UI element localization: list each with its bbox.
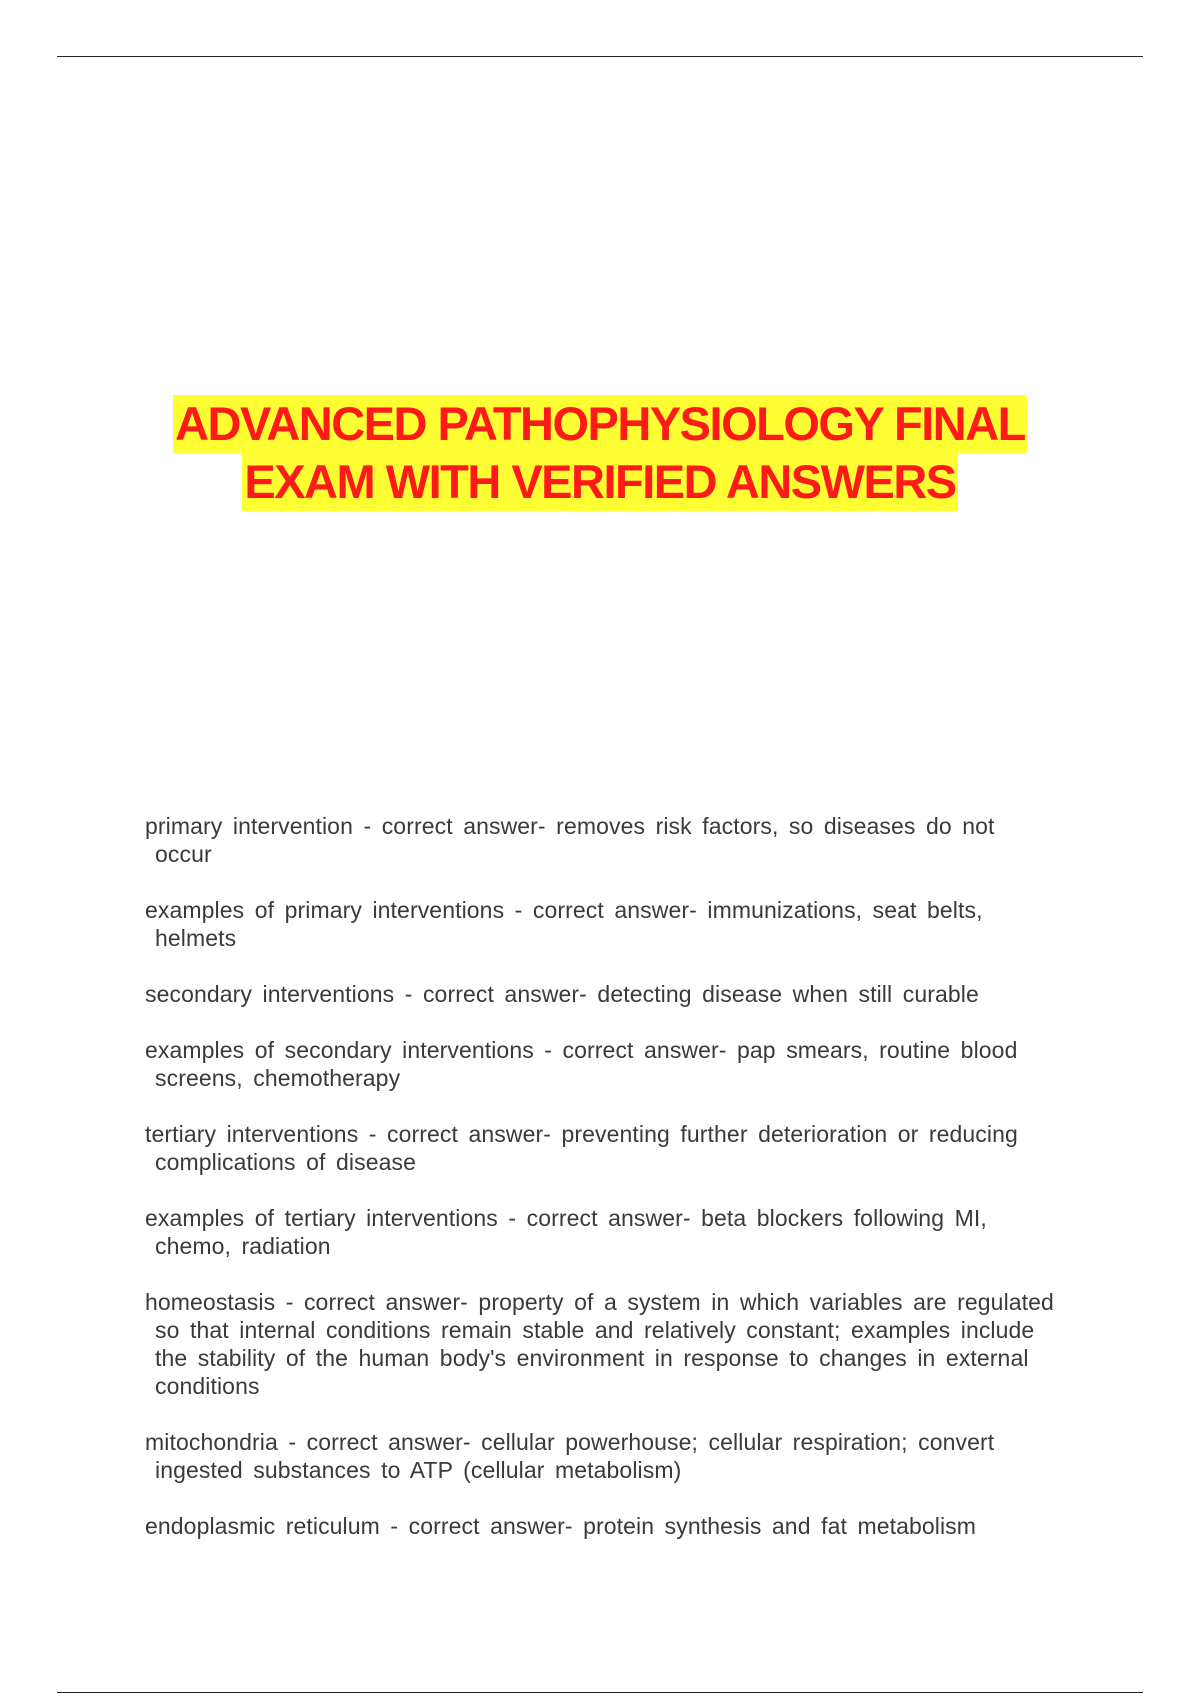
qa-entry: mitochondria - correct answer- cellular powerhouse; cellular respiration; convert ingested substances to ATP (cellular metabolism) [145, 1429, 995, 1483]
qa-entry: primary intervention - correct answer- removes risk factors, so diseases do not occur [145, 813, 995, 867]
qa-entry: tertiary interventions - correct answer- preventing further deterioration or reducing complications of disease [145, 1121, 1018, 1175]
header-rule [57, 56, 1143, 57]
qa-entry: endoplasmic reticulum - correct answer- protein synthesis and fat metabolism [145, 1513, 977, 1539]
document-title [0, 395, 1200, 511]
footer-rule [57, 1692, 1143, 1693]
qa-entry: homeostasis - correct answer- property of a system in which variables are regulated so that internal conditions remain stable and relatively constant; examples include the stability of the human body's environment in response to changes in external conditions [145, 1289, 1054, 1399]
qa-entry: examples of primary interventions - correct answer- immunizations, seat belts, helmets [145, 897, 983, 951]
qa-entry: examples of secondary interventions - correct answer- pap smears, routine blood screens, chemotherapy [145, 1037, 1018, 1091]
qa-entry: secondary interventions - correct answer- detecting disease when still curable [145, 981, 979, 1007]
qa-entry-list [145, 812, 1060, 1568]
title-line-1: ADVANCED PATHOPHYSIOLOGY FINAL [173, 395, 1027, 453]
title-line-2: EXAM WITH VERIFIED ANSWERS [242, 453, 957, 511]
qa-entry: examples of tertiary interventions - correct answer- beta blockers following MI, chemo, radiation [145, 1205, 987, 1259]
